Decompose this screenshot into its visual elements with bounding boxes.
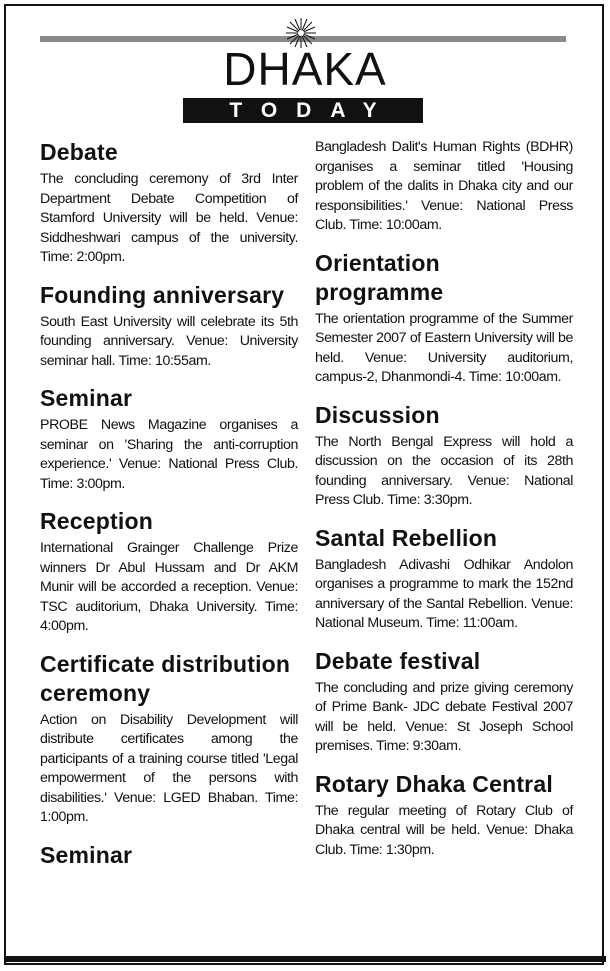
listing-item [315, 401, 573, 511]
listing-item [315, 770, 573, 861]
listing-item [40, 507, 298, 637]
listing-text: The concluding and prize giving ceremony of Prime Bank- JDC debate Festival 2007 will be held. Venue: St Joseph School premises. Time: 9:30am. [315, 679, 573, 754]
listing-text: The regular meeting of Rotary Club of Dhaka central will be held. Venue: Dhaka Club. Time: 1:30pm. [315, 802, 573, 858]
listing-item [40, 281, 298, 372]
listing-heading: Seminar [40, 841, 133, 868]
listing-heading: Founding anniversary [40, 281, 285, 308]
listing-item [40, 841, 298, 870]
listing-heading: Seminar [40, 385, 133, 411]
listing-text: Bangladesh Adivashi Odhikar Andolon organises a programme to mark the 152nd anniversary of the Santal Rebellion. Venue: National Museum. Time: 11:00am. [315, 556, 573, 631]
listing-item [40, 384, 298, 494]
listing-item [315, 249, 573, 388]
listing-text: The North Bengal Express will hold a discussion on the occasion of its 28th founding anniversary. Venue: National Press Club. Time: 3:30pm. [315, 433, 573, 508]
bottom-border [4, 956, 606, 962]
listing-heading: Debate [40, 139, 118, 165]
listing-text: PROBE News Magazine organises a seminar on 'Sharing the anti-corruption experience.' Venue: National Press Club. Time: 3:00pm. [40, 417, 298, 492]
listing-text: Action on Disability Development will distribute certificates among the participants of a training course titled 'Legal empowerment of the persons with disabilities.' Venue: LGED Bhaban. Time: 1:00pm. [40, 711, 298, 825]
masthead-subtitle: TODAY [183, 98, 423, 123]
listing-heading: Debate festival [315, 647, 481, 674]
listing-text: The concluding ceremony of 3rd Inter Department Debate Competition of Stamford University will be held. Venue: Siddheshwari campus of the university. Time: 2:00pm. [40, 171, 298, 265]
listing-heading: Reception [40, 508, 153, 534]
listing-item [40, 138, 298, 268]
listing-item [315, 647, 573, 757]
listing-text: The orientation programme of the Summer Semester 2007 of Eastern University will be held. Venue: University auditorium, campus-2, Dhanmondi-4. Time: 10:00am. [315, 310, 573, 385]
listing-item [40, 650, 298, 828]
masthead-title: DHAKA [223, 43, 387, 95]
right-column [315, 138, 573, 873]
listing-heading: Discussion [315, 401, 440, 428]
listing-heading: Santal Rebellion [315, 524, 498, 551]
listing-text: International Grainger Challenge Prize winners Dr Abul Hussam and Dr AKM Munir will be accorded a reception. Venue: TSC auditorium, Dhaka University. Time: 4:00pm. [40, 540, 298, 634]
listing-text: South East University will celebrate its 5th founding anniversary. Venue: University seminar hall. Time: 10:55am. [40, 313, 298, 369]
listing-heading: Rotary Dhaka Central [315, 770, 553, 797]
listing-item [315, 524, 573, 634]
listing-text: Bangladesh Dalit's Human Rights (BDHR) organises a seminar titled 'Housing problem of the dalits in Dhaka city and our responsibilities.' Venue: National Press Club. Time: 10:00am. [315, 139, 573, 233]
listing-heading: Certificate distribution ceremony [40, 650, 291, 706]
left-column [40, 138, 298, 883]
listing-item [315, 138, 573, 236]
listing-heading: Orientation programme [315, 249, 444, 305]
